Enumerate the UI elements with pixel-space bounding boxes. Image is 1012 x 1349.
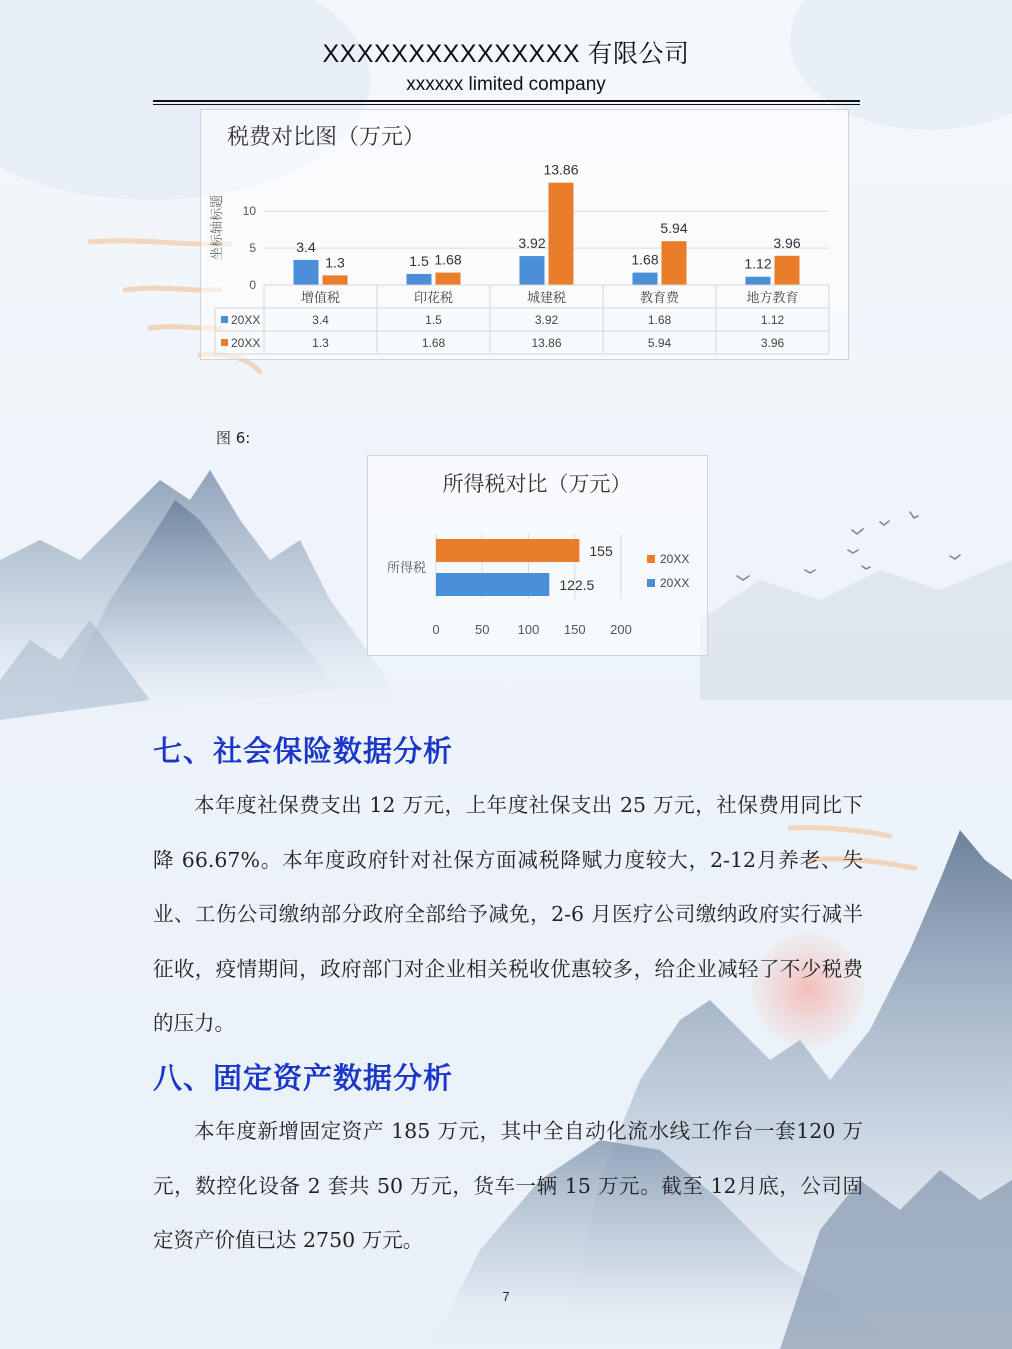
data-label: 3.92	[518, 235, 546, 252]
header-rule	[153, 100, 860, 102]
bar	[294, 260, 319, 285]
plot-area	[387, 534, 689, 637]
bar	[662, 241, 687, 285]
table-cell: 1.68	[647, 313, 672, 327]
y-tick-label: 0	[249, 278, 256, 292]
data-label: 5.94	[660, 220, 688, 237]
table-cell: 3.92	[534, 313, 559, 327]
table-cell: 1.3	[312, 336, 329, 350]
header-rule-thin	[153, 104, 860, 105]
legend-key	[221, 316, 228, 323]
chart-title: 所得税对比（万元）	[442, 473, 632, 496]
text-line: 同比下降 66.67%。本年度政府针对社保方面减税降赋力度较大，2-12	[153, 793, 863, 872]
figure-label: 图 6:	[216, 429, 251, 447]
section-paragraph-fixed-assets	[153, 1104, 863, 1268]
table-cell: 3.4	[312, 313, 329, 327]
text-line: 较多，给企业减轻了不少税费的压力。	[153, 956, 864, 1035]
bar	[520, 256, 545, 285]
section-paragraph-social-insurance	[153, 778, 863, 1051]
data-label: 13.86	[543, 161, 579, 178]
bar	[323, 275, 348, 285]
text-line: 120 万元，数控化设备 2 套共 50 万元，货车一辆 15 万元。截至 12	[153, 1119, 863, 1198]
x-tick-label: 0	[432, 622, 440, 637]
category-label: 所得税	[386, 560, 426, 575]
category-label: 教育费	[639, 290, 680, 305]
tax-comparison-svg	[201, 110, 848, 359]
category-label: 城建税	[526, 290, 567, 305]
bar	[436, 273, 461, 285]
legend-label: 20XX	[660, 576, 690, 590]
y-tick-label: 5	[249, 241, 256, 256]
data-label: 1.12	[744, 255, 772, 272]
text-line: 月底，公司固定资产价值已达 2750 万元。	[153, 1173, 864, 1252]
income-tax-chart	[367, 455, 708, 656]
table-cell: 3.96	[760, 336, 785, 350]
data-label: 155	[589, 543, 613, 559]
chart-title: 税费对比图（万元）	[227, 124, 426, 149]
data-label: 1.5	[409, 252, 429, 269]
legend-label: 20XX	[231, 313, 261, 327]
company-name: XXXXXXXXXXXXXXX 有限公司	[322, 40, 690, 68]
table-cell: 1.5	[425, 313, 442, 327]
data-label: 3.96	[773, 234, 801, 251]
bar	[633, 273, 658, 285]
y-axis-title: 坐标轴标题	[209, 194, 224, 260]
page-number: 7	[502, 1289, 510, 1304]
tax-comparison-chart	[200, 109, 849, 360]
legend-key	[647, 555, 655, 563]
company-name-english: xxxxxx limited company	[406, 74, 606, 95]
y-tick-label: 10	[242, 204, 256, 219]
category-label: 增值税	[300, 290, 341, 305]
text-line: 本年度社保费支出 12 万元，上年度社保支出 25 万元，社保费用	[194, 793, 801, 817]
table-cell: 13.86	[531, 336, 562, 350]
category-label: 印花税	[413, 290, 454, 305]
bar	[775, 256, 800, 285]
x-tick-label: 200	[610, 622, 632, 637]
data-label: 1.68	[631, 251, 659, 268]
category-label: 地方教育	[746, 290, 799, 305]
table-cell: 5.94	[647, 336, 672, 350]
section-heading-fixed-assets: 八、固定资产数据分析	[153, 1061, 454, 1095]
section-heading-social-insurance: 七、社会保险数据分析	[153, 734, 454, 768]
x-tick-label: 50	[475, 622, 490, 637]
income-tax-svg	[368, 456, 707, 655]
table-cell: 1.12	[760, 313, 785, 327]
legend-key	[647, 579, 655, 587]
bar	[436, 573, 549, 596]
text-line: 本年度新增固定资产 185 万元，其中全自动化流水线工作台一套	[194, 1119, 797, 1143]
legend-label: 20XX	[660, 552, 690, 566]
bar	[436, 539, 579, 562]
data-label: 122.5	[559, 577, 595, 593]
text-line: 月养老、失业、工伤公司缴纳部分政府全部给予减免，2-6 月医疗公	[153, 847, 863, 926]
data-label: 1.3	[325, 254, 345, 271]
plot-area	[215, 162, 829, 354]
table-cell: 1.68	[421, 336, 446, 350]
data-label: 3.4	[296, 238, 316, 255]
bar	[549, 183, 574, 285]
x-tick-label: 150	[563, 622, 586, 637]
bar	[407, 274, 432, 285]
x-tick-label: 100	[517, 622, 540, 637]
bar	[746, 277, 771, 285]
legend-key	[221, 339, 228, 346]
legend-label: 20XX	[231, 336, 261, 350]
text-line: 司缴纳政府实行减半征收，疫情期间，政府部门对企业相关税收优惠	[153, 902, 864, 981]
data-label: 1.68	[434, 251, 462, 268]
